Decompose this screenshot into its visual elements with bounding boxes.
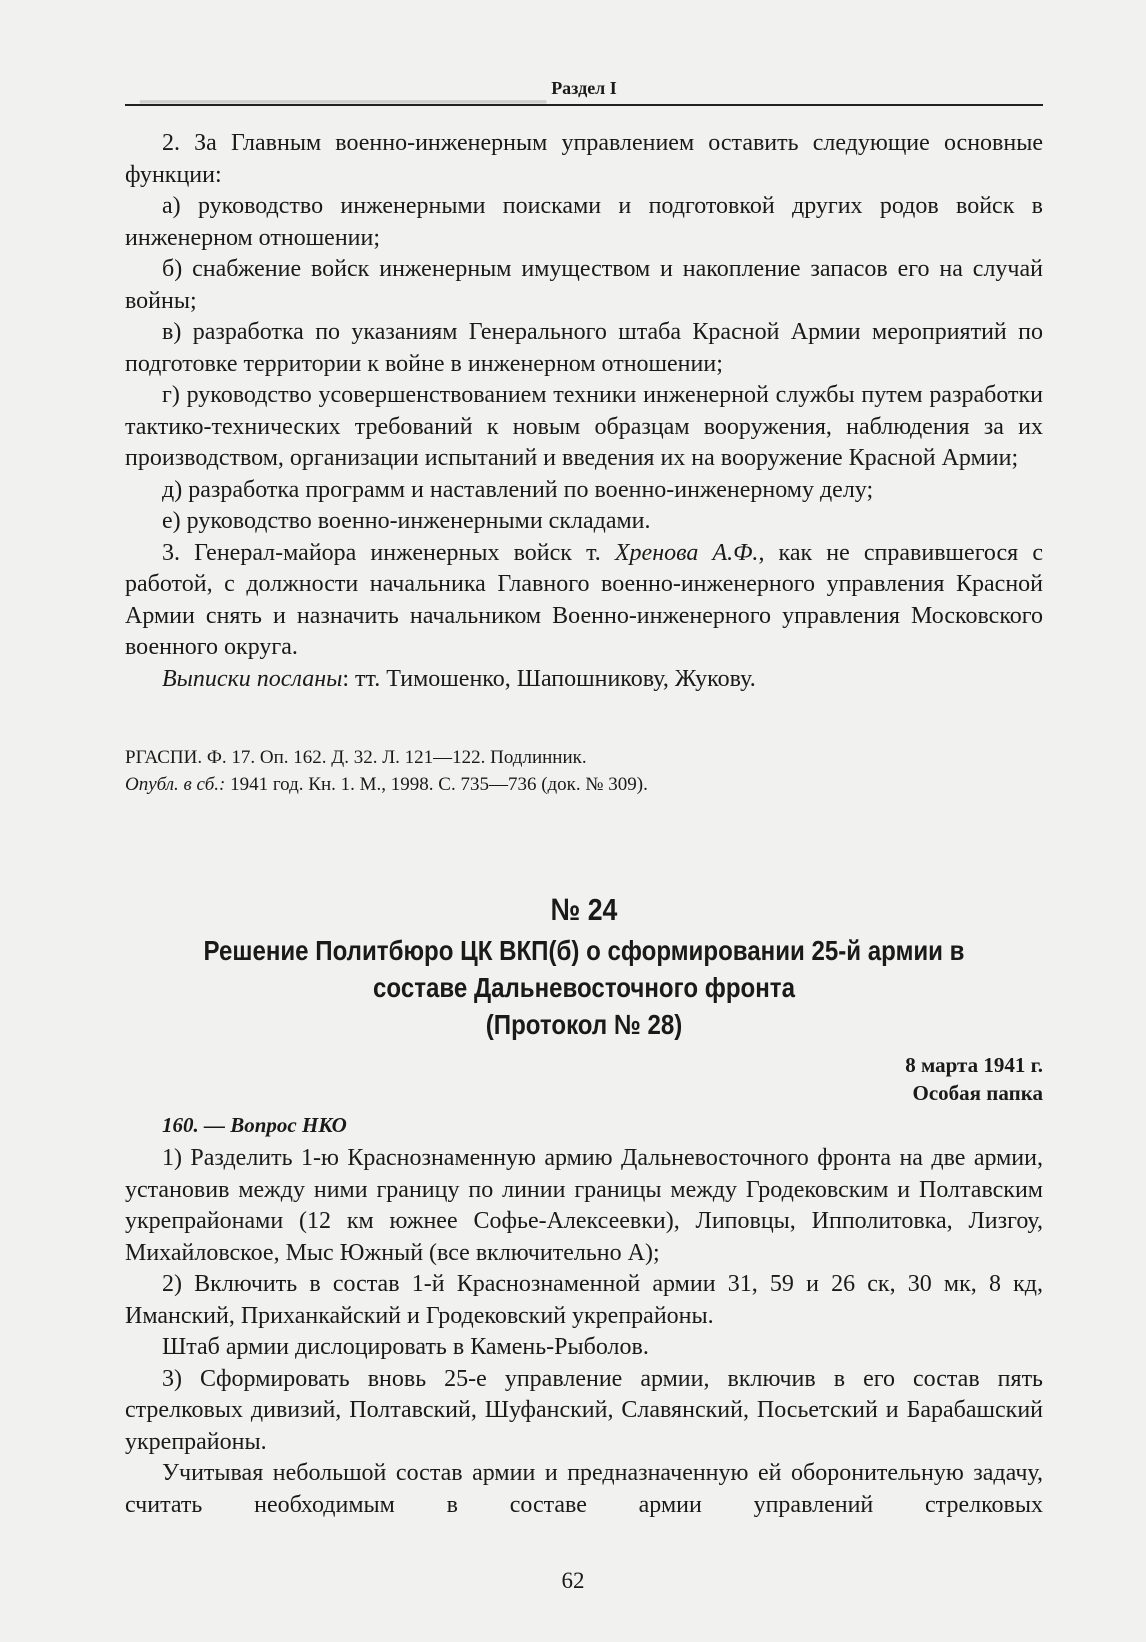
- paragraph: а) руководство инженерными поисками и подготовкой других родов войск в инженерном отношении;: [125, 193, 1043, 251]
- archive-reference: РГАСПИ. Ф. 17. Оп. 162. Д. 32. Л. 121—122. Подлинник.: [125, 747, 587, 768]
- paragraph: 2) Включить в состав 1-й Краснознаменной армии 31, 59 и 26 ск, 30 мк, 8 кд, Иманский, Приханкайский и Гродековский укрепрайоны.: [125, 1271, 1043, 1329]
- bleed-through-text: ▁▁▁▁▁▁▁▁▁▁▁▁▁▁▁▁▁▁▁▁▁▁▁▁: [140, 78, 547, 103]
- source-note: [125, 744, 1043, 798]
- document-title: Решение Политбюро ЦК ВКП(б) о сформировании 25-й армии в составе Дальневосточного фронта (Протокол № 28): [203, 935, 965, 1040]
- paragraph: г) руководство усовершенствованием техники инженерной службы путем разработки тактико-технических требований к новым образцам вооружения, наблюдения за их производством, организации испытаний и введения их на вооружение Красной Армии;: [125, 382, 1043, 471]
- document-date: 8 марта 1941 г.: [905, 1053, 1043, 1077]
- running-header: Раздел I: [551, 78, 617, 98]
- header-rule: [125, 104, 1043, 106]
- paragraph: Штаб армии дислоцировать в Камень-Рыболов.: [162, 1334, 649, 1360]
- page-number: 62: [561, 1568, 585, 1593]
- paragraph: е) руководство военно-инженерными складами.: [162, 508, 651, 534]
- paragraph: Учитывая небольшой состав армии и предназначенную ей оборонительную задачу, считать необходимым в составе армии управлений стрелковых: [125, 1460, 1043, 1518]
- paragraph: в) разработка по указаниям Генерального штаба Красной Армии мероприятий по подготовке территории к войне в инженерном отношении;: [125, 319, 1043, 377]
- body-top: [125, 128, 1043, 695]
- paragraph: 1) Разделить 1-ю Краснознаменную армию Дальневосточного фронта на две армии, установив между ними границу по линии границы между Гродековским и Полтавским укрепрайонами (12 км южнее Софье-Алексеевки), Липовцы, Ипполитовка, Лизгоу, Михайловское, Мыс Южный (все включительно А);: [125, 1145, 1043, 1266]
- extracts-sent: Выписки посланы: тт. Тимошенко, Шапошникову, Жукову.: [162, 665, 756, 692]
- paragraph: б) снабжение войск инженерным имуществом и накопление запасов его на случай войны;: [125, 256, 1043, 314]
- paragraph-3: 3. Генерал-майора инженерных войск т. Хренова А.Ф., как не справившегося с работой, с должности начальника Главного военно-инженерного управления Красной Армии снять и назначить начальником Военно-инженерного управления Московского военного округа.: [125, 539, 1043, 660]
- agenda-item: 160. — Вопрос НКО: [162, 1113, 347, 1137]
- paragraph: д) разработка программ и наставлений по военно-инженерному делу;: [162, 476, 874, 503]
- document-number: № 24: [550, 892, 618, 927]
- body-bottom: [125, 1143, 1043, 1521]
- paragraph: 2. За Главным военно-инженерным управлением оставить следующие основные функции:: [125, 130, 1043, 188]
- special-folder: Особая папка: [912, 1081, 1043, 1105]
- paragraph: 3) Сформировать вновь 25-е управление армии, включив в его состав пять стрелковых дивизий, Полтавский, Шуфанский, Славянский, Посьетский и Барабашский укрепрайоны.: [125, 1365, 1043, 1455]
- publication-reference: Опубл. в сб.: 1941 год. Кн. 1. М., 1998. С. 735—736 (док. № 309).: [125, 774, 648, 795]
- person-name: Хренова А.Ф.: [614, 539, 759, 566]
